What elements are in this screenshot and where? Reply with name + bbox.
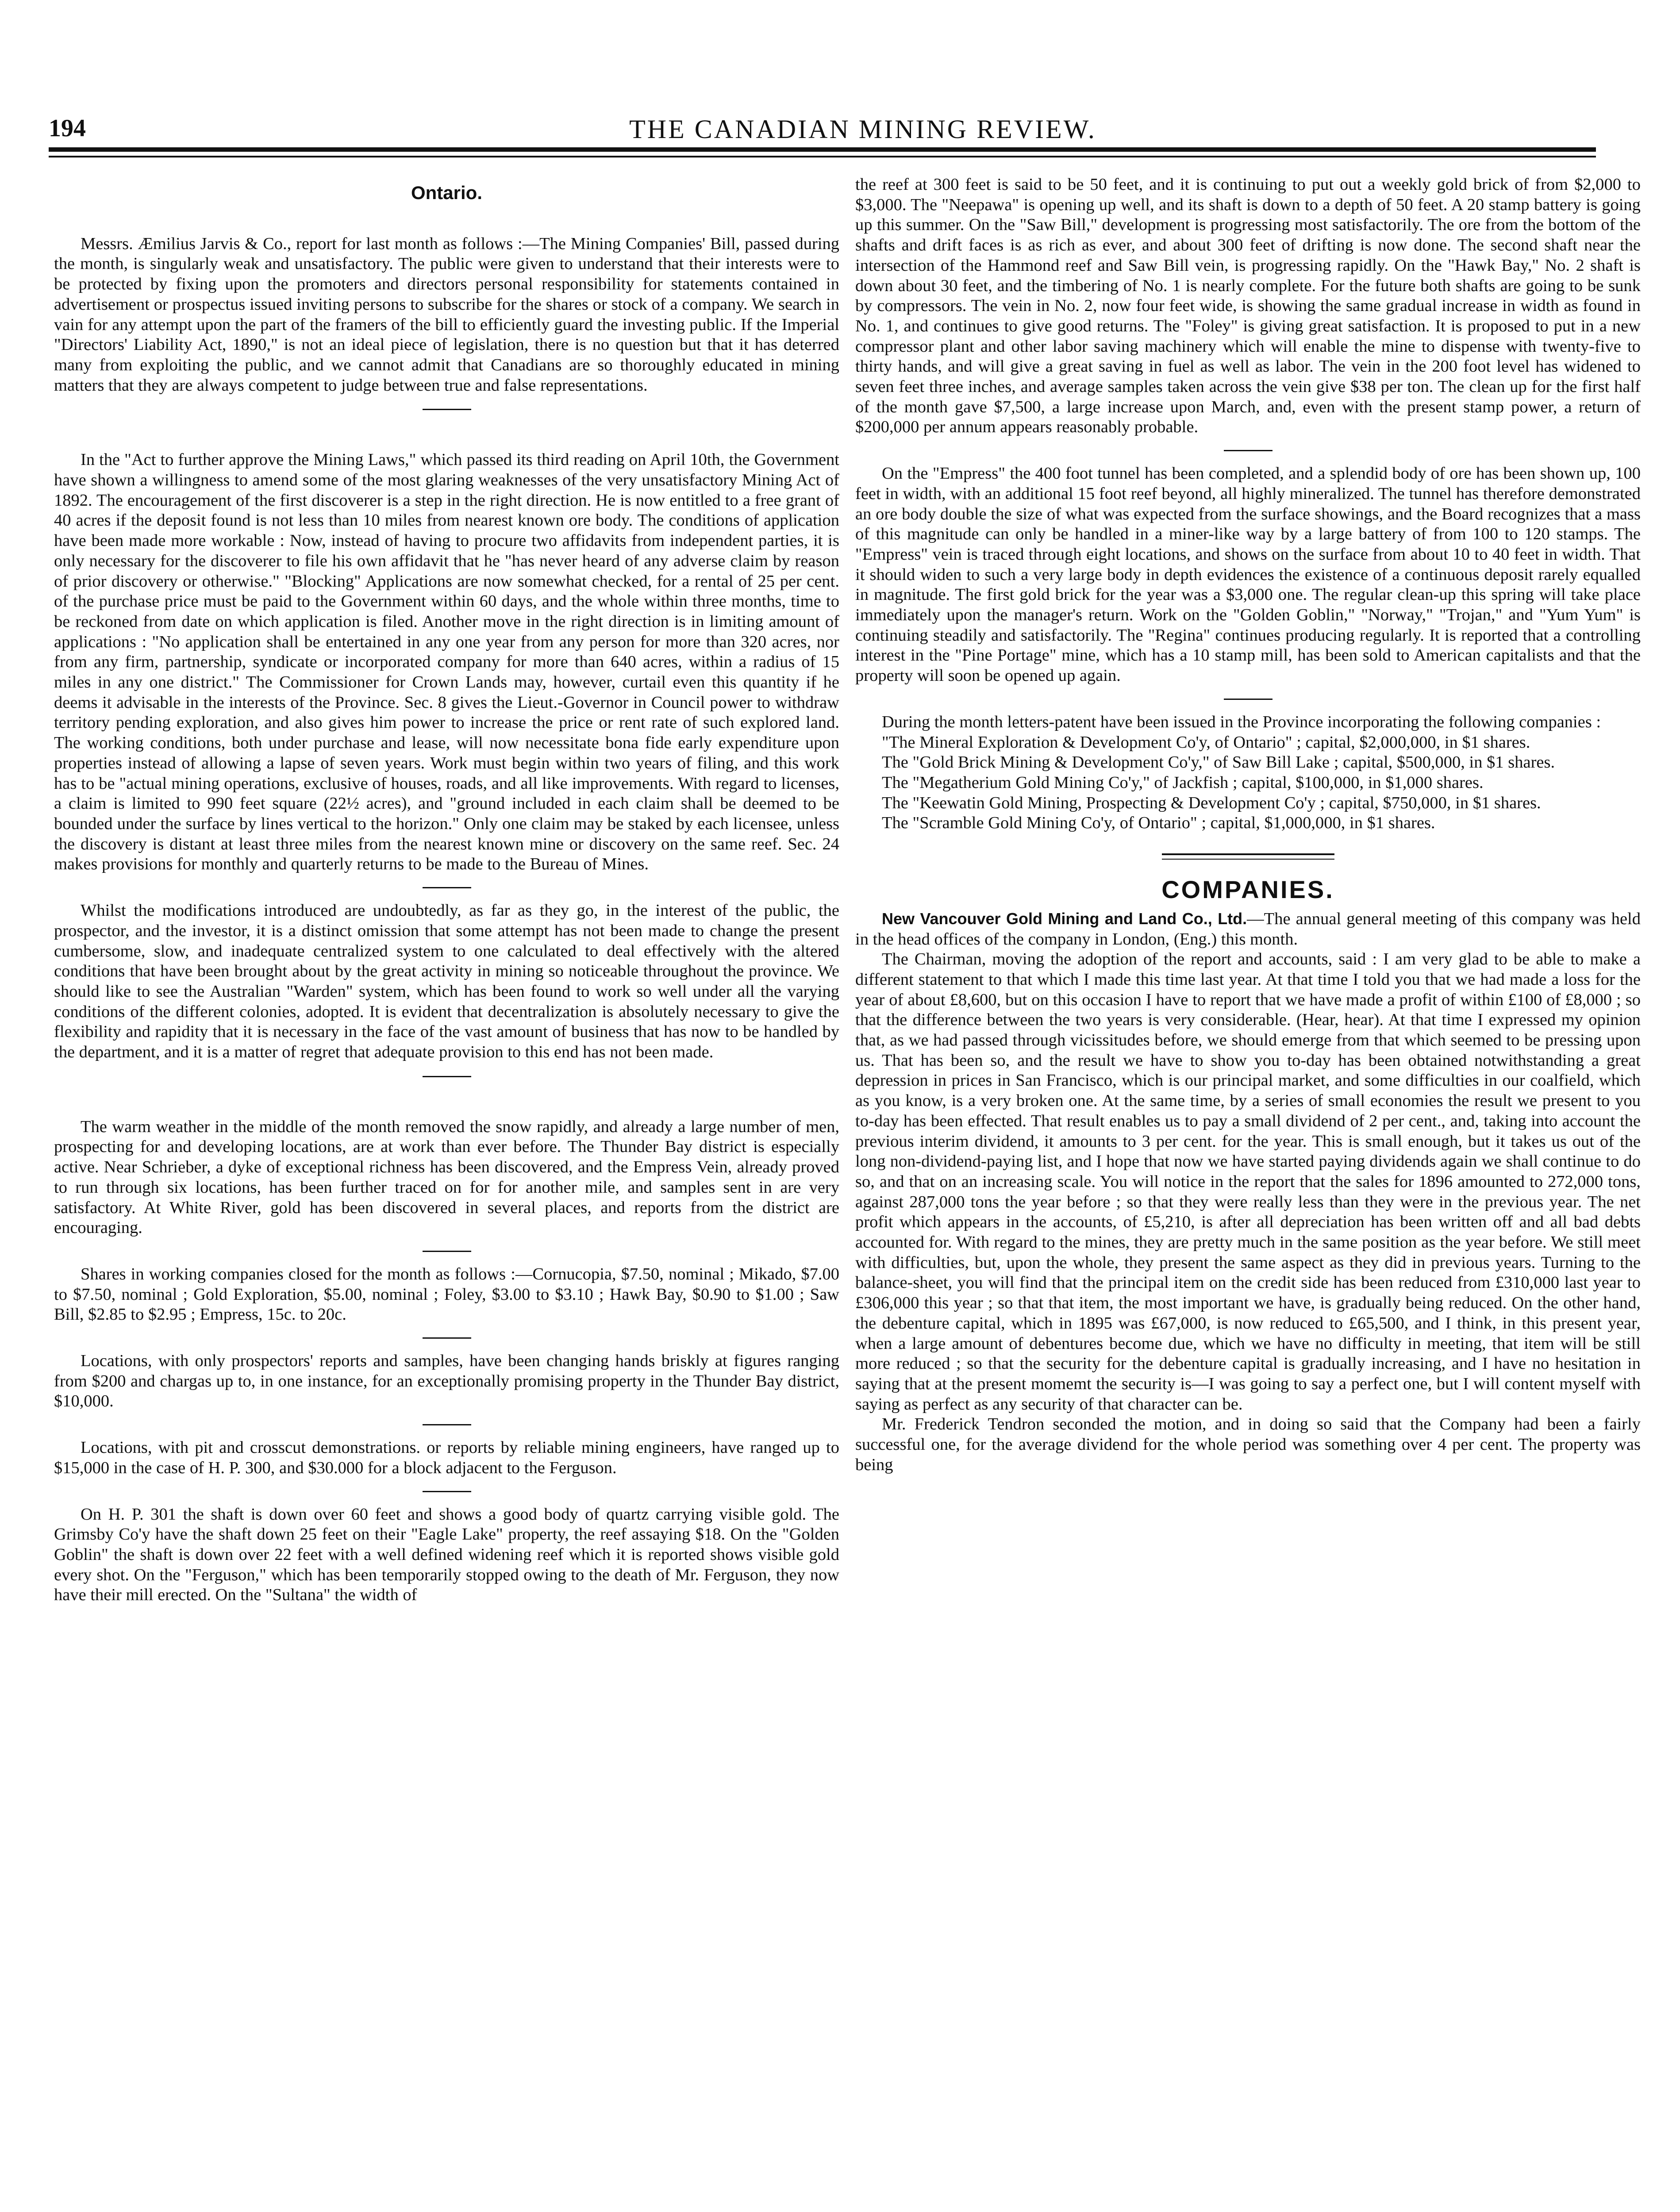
header-rule-thick <box>49 147 1596 152</box>
header-rule-thin <box>49 156 1596 157</box>
paragraph: The Chairman, moving the adoption of the report and accounts, said : I am very glad to be able to make a different statement to that which I made this time last year. At that time I told you that we had made a loss for the year of about £8,600, but on this occasion I have to report that we have made a profit of within £100 of £8,000 ; so that the difference between the two years is very considerable. (Hear, hear). At that time I expressed my opinion that, as we had passed through vicissitudes before, we should emerge from that which seemed to be pressing upon us. That has been so, and the result we have to show you to-day has been obtained notwithstanding a great depression in prices in San Francisco, which is our principal market, and some difficulties in our coalfield, which as you know, is a very broken one. At the same time, by a series of small economies the result we present to you to-day has been effected. That result enables us to pay a small dividend of 2 per cent., and, taking into account the previous interim dividend, it amounts to 3 per cent. for the year. This is small enough, but it takes us out of the long non-dividend-paying list, and I hope that now we have started paying dividends again we shall continue to do so, and that on an increasing scale. You will notice in the report that the sales for 1896 amounted to 272,000 tons, against 287,000 tons the year before ; so that they were really less than they were in the previous year. The net profit which appears in the accounts, of £5,210, is after all depreciation has been written off and all bad debts accounted for. With regard to the mines, they are pretty much in the same position as the year before. We still meet with difficulties, but, upon the whole, they present the same aspect as they did in previous years. Turning to the balance-sheet, you will find that the principal item on the credit side has been reduced from £310,000 last year to £306,000 this year ; so that that item, the most important we have, is gradually being reduced. On the other hand, the debenture capital, which in 1895 was £67,000, is now reduced to £65,500, and I think, in this present year, when a large amount of debentures become due, which we have no difficulty in meeting, that item will be still more reduced ; so that the security for the debenture capital is gradually increasing, and I have no hesitation in saying that at the present momemt the security is—I was going to say a perfect one, but I will content myself with saying as perfect as any security of that character can be. <box>855 950 1641 1413</box>
company-list-item: The "Scramble Gold Mining Co'y, of Ontario" ; capital, $1,000,000, in $1 shares. <box>882 814 1435 833</box>
section-divider <box>423 887 471 888</box>
section-divider <box>1224 450 1272 451</box>
section-divider <box>423 409 471 410</box>
running-head: THE CANADIAN MINING REVIEW. <box>629 115 1096 144</box>
company-name: New Vancouver Gold Mining and Land Co., Ltd. <box>882 909 1247 928</box>
left-column <box>54 175 839 1605</box>
section-double-rule <box>1162 853 1334 860</box>
paragraph: the reef at 300 feet is said to be 50 feet, and it is continuing to put out a weekly gold brick of from $2,000 to $3,000. The "Neepawa" is opening up well, and its shaft is down to a depth of 50 feet. A 20 stamp battery is going up this summer. On the "Saw Bill," development is progressing most satisfactorily. The ore from the bottom of the shafts and drift faces is as rich as ever, and about 300 feet of drifting is now done. The second shaft near the intersection of the Hammond reef and Saw Bill vein, is progressing rapidly. On the "Hawk Bay," No. 2 shaft is down about 30 feet, and the timbering of No. 1 is nearly complete. For the future both shafts are going to be sunk by compressors. The vein in No. 2, now four feet wide, is showing the same gradual increase in width as found in No. 1, and continues to give good returns. The "Foley" is giving great satisfaction. It is proposed to put in a new compressor plant and other labor saving machinery which will enable the mine to dispense with twenty-five to thirty hands, and will give a great saving in fuel as well as labor. The vein in the 200 foot level has widened to seven feet three inches, and average samples taken across the vein give $38 per ton. The clean up for the first half of the month gave $7,500, a large increase upon March, and, even with the present stamp power, a return of $200,000 per annum appears reasonably probable. <box>855 175 1641 437</box>
company-list-item: "The Mineral Exploration & Development Co'y, of Ontario" ; capital, $2,000,000, in $1 shares. <box>882 733 1530 752</box>
paragraph: The warm weather in the middle of the month removed the snow rapidly, and already a large number of men, prospecting for and developing locations, are at work than ever before. The Thunder Bay district is especially active. Near Schrieber, a dyke of exceptional richness has been discovered, and the Empress Vein, already proved to run through six locations, has been further traced on for for another mile, and samples sent in are very satisfactory. At White River, gold has been discovered in several places, and reports from the district are encouraging. <box>54 1117 839 1237</box>
company-list-item: The "Keewatin Gold Mining, Prospecting & Development Co'y ; capital, $750,000, in $1 shares. <box>882 793 1541 812</box>
right-column <box>855 175 1641 1475</box>
section-divider <box>423 1424 471 1425</box>
company-intro-text: —The annual general meeting of this company was held in the head offices of the company in London, (Eng.) this month. <box>855 909 1641 949</box>
section-divider <box>423 1337 471 1339</box>
section-divider <box>423 1076 471 1077</box>
section-divider <box>423 1251 471 1252</box>
paragraph: Locations, with only prospectors' reports and samples, have been changing hands briskly at figures ranging from $200 and chargas up to, in one instance, for an exceptionally promising property in the Thunder Bay district, $10,000. <box>54 1352 839 1411</box>
paragraph: Whilst the modifications introduced are undoubtedly, as far as they go, in the interest of the public, the prospector, and the investor, it is a distinct omission that some attempt has not been made to change the present cumbersome, slow, and inadequate centralized system to one calculated to deal effectively with the altered conditions that have been brought about by the great activity in mining so noticeable throughout the province. We should like to see the Australian "Warden" system, which has been found to work so well under all the varying conditions of the different colonies, adopted. It is evident that decentralization is absolutely necessary to give the flexibility and rapidity that it is necessary in the face of the vast amount of business that has now to be handled by the department, and it is a matter of regret that adequate provision to this end has not been made. <box>54 901 839 1062</box>
company-report-intro <box>855 909 1641 949</box>
section-heading-companies: COMPANIES. <box>1161 876 1334 904</box>
paragraph: Messrs. Æmilius Jarvis & Co., report for last month as follows :—The Mining Companies' Bill, passed during the month, is singularly weak and unsatisfactory. The public were given to understand that their interests were to be protected by fixing upon the promoters and directors personal responsibility for statements contained in advertisement or prospectus issued inviting persons to subscribe for the shares or stock of a company. We search in vain for any attempt upon the part of the framers of the bill to efficiently guard the investing public. If the Imperial "Directors' Liability Act, 1890," is not an ideal piece of legislation, there is no question but that it has deterred many from exploiting the public, and we cannot admit that Canadians are so thoroughly educated in mining matters that they are always competent to judge between true and false representations. <box>54 234 839 395</box>
page-number: 194 <box>49 115 86 142</box>
paragraph: Locations, with pit and crosscut demonstrations. or reports by reliable mining engineers, have ranged up to $15,000 in the case of H. P. 300, and $30.000 for a block adjacent to the Ferguson. <box>54 1438 839 1477</box>
paragraph: During the month letters-patent have been issued in the Province incorporating the following companies : <box>882 712 1601 731</box>
paragraph: Mr. Frederick Tendron seconded the motion, and in doing so said that the Company had been a fairly successful one, for the average dividend for the whole period was something over 4 per cent. The property was being <box>855 1415 1641 1474</box>
paragraph: On H. P. 301 the shaft is down over 60 feet and shows a good body of quartz carrying visible gold. The Grimsby Co'y have the shaft down 25 feet on their "Eagle Lake" property, the reef assaying $18. On the "Golden Goblin" the shaft is down over 22 feet with a well defined widening reef which it is reported shows visible gold every shot. On the "Ferguson," which has been temporarily stopped owing to the death of Mr. Ferguson, they now have their mill erected. On the "Sultana" the width of <box>54 1505 839 1605</box>
section-divider <box>423 1491 471 1492</box>
section-divider <box>1224 699 1272 700</box>
paragraph: Shares in working companies closed for the month as follows :—Cornucopia, $7.50, nominal ; Mikado, $7.00 to $7.50, nominal ; Gold Exploration, $5.00, nominal ; Foley, $3.00 to $3.10 ; Hawk Bay, $0.90 to $1.00 ; Saw Bill, $2.85 to $2.95 ; Empress, 15c. to 20c. <box>54 1264 839 1324</box>
company-list-item: The "Megatherium Gold Mining Co'y," of Jackfish ; capital, $100,000, in $1,000 shares. <box>882 773 1484 792</box>
paragraph: On the "Empress" the 400 foot tunnel has been completed, and a splendid body of ore has been shown up, 100 feet in width, with an additional 15 foot reef beyond, all highly mineralized. The tunnel has therefore demonstrated an ore body double the size of what was expected from the surface showings, and the Board recognizes that a mass of this magnitude can only be handled in a miner-like way by a large battery of from 100 to 120 stamps. The "Empress" vein is traced through eight locations, and shows on the surface from about 10 to 40 feet in width. That it should widen to such a very large body in depth evidences the existence of a continuous deposit rarely equalled in magnitude. The first gold brick for the year was a $3,000 one. The regular clean-up this spring will take place immediately upon the manager's return. Work on the "Golden Goblin," "Norway," "Trojan," and "Yum Yum" is continuing steadily and satisfactorily. The "Regina" continues producing regularly. It is reported that a controlling interest in the "Pine Portage" mine, which has a 10 stamp mill, has been sold to American capitalists and that the property will soon be opened up again. <box>855 464 1641 685</box>
company-list-item: The "Gold Brick Mining & Development Co'y," of Saw Bill Lake ; capital, $500,000, in $1 shares. <box>882 753 1555 772</box>
section-heading-ontario: Ontario. <box>411 182 482 203</box>
paragraph: In the "Act to further approve the Mining Laws," which passed its third reading on April 10th, the Government have shown a willingness to amend some of the most glaring weaknesses of the very unsatisfactory Mining Act of 1892. The encouragement of the first discoverer is a step in the right direction. He is now entitled to a free grant of 40 acres if the deposit found is not less than 10 miles from nearest known ore body. The conditions of application have been made more workable : Now, instead of having to procure two affidavits from independent parties, it is only necessary for the discoverer to file his own affidavit that he "has never heard of any adverse claim by reason of prior discovery or otherwise." "Blocking" Applications are now somewhat checked, for a rental of 25 per cent. of the purchase price must be paid to the Government within 60 days, and the whole within three months, time to be reckoned from date on which application is filed. Another move in the right direction is in limiting amount of applications : "No application shall be entertained in any one year from any person for more than 320 acres, nor from any firm, partnership, syndicate or incorporated company for more than 640 acres, within a radius of 15 miles in any one district." The Commissioner for Crown Lands may, however, curtail even this quantity if he deems it advisable in the interests of the Province. Sec. 8 gives the Lieut.-Governor in Council power to withdraw territory pending exploration, and also gives him power to increase the price or rent rate of such explored land. The working conditions, both under purchase and lease, will now necessitate bona fide early expenditure upon properties instead of allowing a lapse of seven years. Work must begin within two years of filing, and this work has to be "actual mining operations, exclusive of houses, roads, and all like improvements. With regard to licenses, a claim is limited to 990 feet square (22½ acres), and "ground included in each claim shall be deemed to be bounded under the surface by lines vertical to the horizon." Only one claim may be staked by each licensee, unless the discovery is distant at least three miles from the nearest known mine or discovery on the same reef. Sec. 24 makes provisions for monthly and quarterly returns to be made to the Bureau of Mines. <box>54 450 839 874</box>
